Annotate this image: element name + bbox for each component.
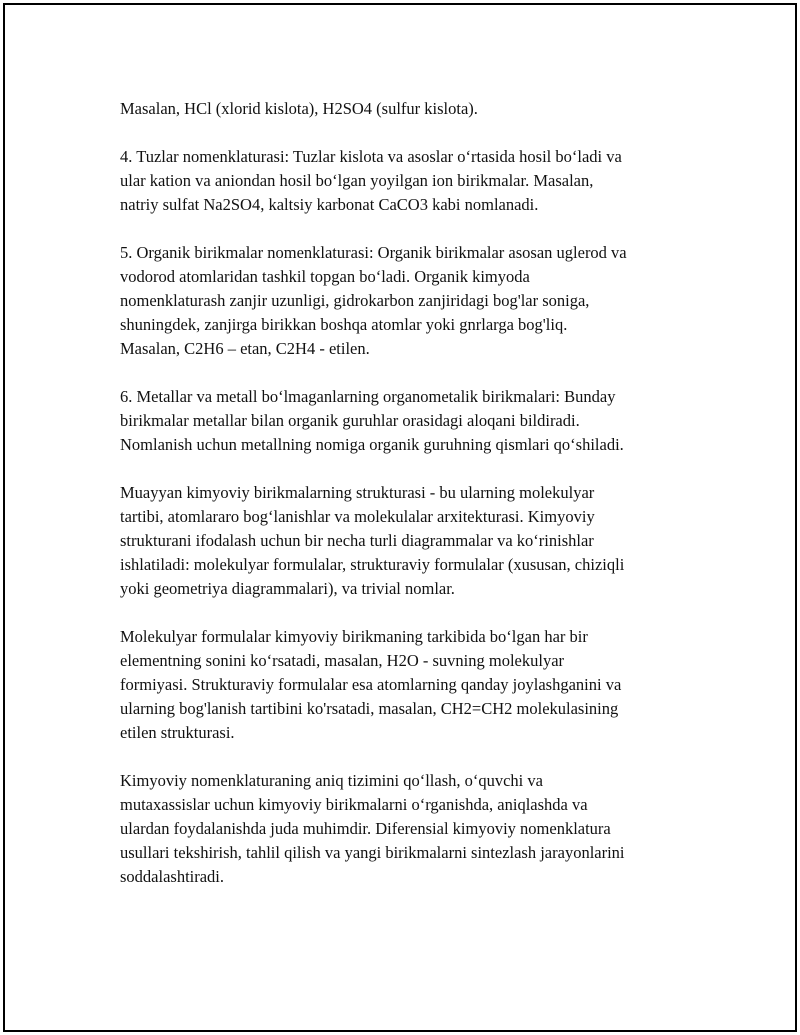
document-page (3, 3, 797, 1032)
paragraph-salt-nomenclature: 4. Tuzlar nomenklaturasi: Tuzlar kislota va asoslar o‘rtasida hosil bo‘ladi va ular kation va aniondan hosil bo‘lgan yoyilgan ion birikmalar. Masalan, natriy sulfat Na2SO4, kaltsiy karbonat CaCO3 kabi nomlanadi. (120, 147, 622, 214)
paragraph-molecular-formulas: Molekulyar formulalar kimyoviy birikmaning tarkibida bo‘lgan har bir elementning sonini ko‘rsatadi, masalan, H2O - suvning molekulyar formiyasi. Strukturaviy formulalar esa atomlarning qanday joylashganini va ularning bog'lanish tartibini ko'rsatadi, masalan, CH2=CH2 molekulasining etilen strukturasi. (120, 627, 622, 742)
document-body (120, 97, 720, 913)
paragraph-example-acids: Masalan, HCl (xlorid kislota), H2SO4 (sulfur kislota). (120, 99, 478, 118)
paragraph-structure: Muayyan kimyoviy birikmalarning strukturasi - bu ularning molekulyar tartibi, atomlararo bog‘lanishlar va molekulalar arxitekturasi. Kimyoviy strukturani ifodalash uchun bir necha turli diagrammalar va ko‘rinishlar ishlatiladi: molekulyar formulalar, strukturaviy formulalar (xususan, chiziqli yoki geometriya diagrammalari), va trivial nomlar. (120, 483, 625, 598)
paragraph-organometallic: 6. Metallar va metall bo‘lmaganlarning organometalik birikmalari: Bunday birikmalar metallar bilan organik guruhlar orasidagi aloqani bildiradi. Nomlanish uchun metallning nomiga organik guruhning qismlari qo‘shiladi. (120, 387, 624, 454)
paragraph-organic-nomenclature: 5. Organik birikmalar nomenklaturasi: Organik birikmalar asosan uglerod va vodorod atomlaridan tashkil topgan bo‘ladi. Organik kimyoda nomenklaturash zanjir uzunligi, gidrokarbon zanjiridagi bog'lar soniga, shuningdek, zanjirga birikkan boshqa atomlar yoki gnrlarga bog'liq. Masalan, C2H6 – etan, C2H4 - etilen. (120, 243, 627, 358)
paragraph-conclusion: Kimyoviy nomenklaturaning aniq tizimini qo‘llash, o‘quvchi va mutaxassislar uchun kimyoviy birikmalarni o‘rganishda, aniqlashda va ulardan foydalanishda juda muhimdir. Diferensial kimyoviy nomenklatura usullari tekshirish, tahlil qilish va yangi birikmalarni sintezlash jarayonlarini soddalashtiradi. (120, 771, 625, 886)
